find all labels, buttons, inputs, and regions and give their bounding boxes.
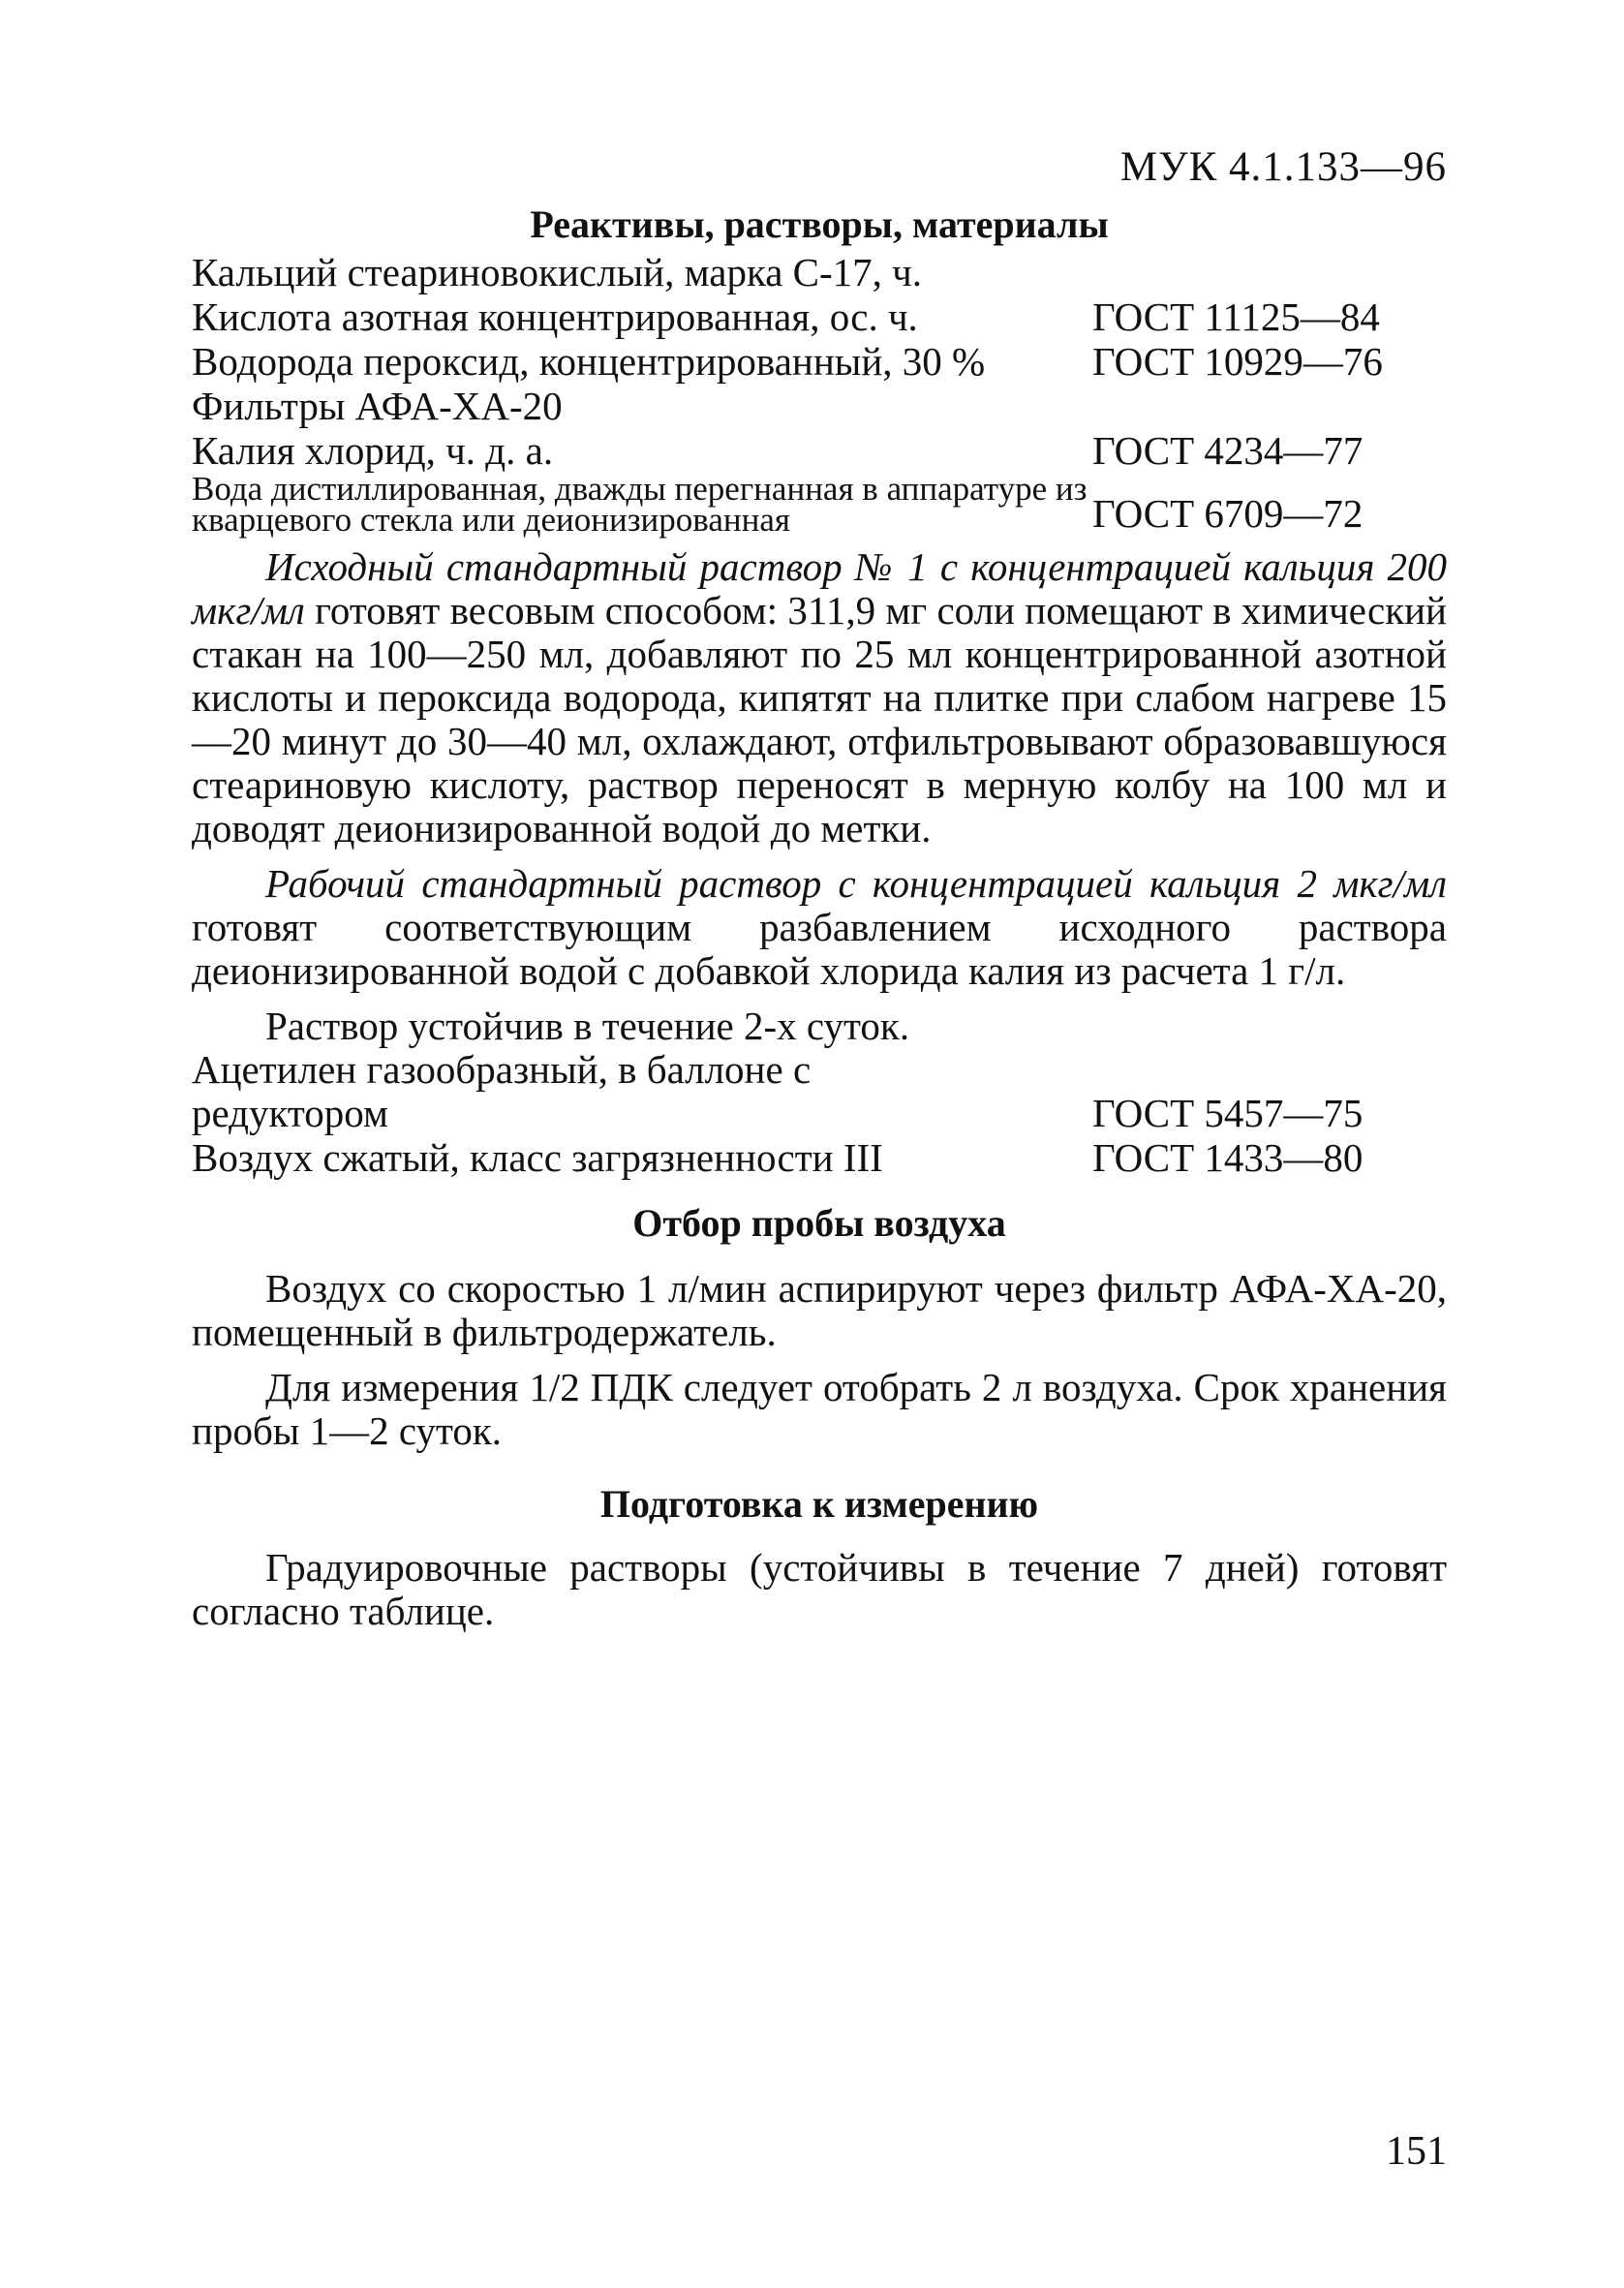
reagent-name: Кальций стеариновокислый, марка С-17, ч. bbox=[192, 250, 923, 294]
reagent-row bbox=[192, 340, 1447, 384]
sampling-paragraph: Воздух со скоростью 1 л/мин аспирируют через фильтр АФА-ХА-20, помещенный в фильтродержатель. bbox=[192, 1266, 1447, 1354]
reagent-standard: ГОСТ 11125—84 bbox=[1092, 294, 1380, 339]
stock-solution-paragraph bbox=[192, 545, 1447, 850]
preparation-paragraph: Градуировочные растворы (устойчивы в течение 7 дней) готовят согласно таблице. bbox=[192, 1545, 1447, 1633]
reagent-row bbox=[192, 429, 1447, 473]
reagent-row bbox=[192, 470, 1447, 539]
working-solution-title: Рабочий стандартный раствор с концентрацией кальция 2 мкг/мл bbox=[265, 861, 1447, 906]
reagent-standard: ГОСТ 5457—75 bbox=[1092, 1091, 1364, 1135]
reagent-row bbox=[192, 1048, 1447, 1135]
working-solution-paragraph bbox=[192, 862, 1447, 993]
reagent-name: Ацетилен газообразный, в баллоне с редуктором bbox=[192, 1047, 812, 1135]
stock-solution-text: готовят весовым способом: 311,9 мг соли помещают в химический стакан на 100—250 мл, добавляют по 25 мл концентрированной азотной кислоты и пероксида водорода, кипятят на плитке при слабом нагреве 15—20 минут до 30—40 мл, охлаждают, отфильтровывают образовавшуюся стеариновую кислоту, раствор переносят в мерную колбу на 100 мл и доводят деионизированной водой до метки. bbox=[192, 588, 1447, 850]
working-solution-text: готовят соответствующим разбавлением исходного раствора деионизированной водой с добавкой хлорида калия из расчета 1 г/л. bbox=[192, 905, 1447, 993]
document-page bbox=[192, 145, 1447, 1633]
reagent-name: Воздух сжатый, класс загрязненности III bbox=[192, 1135, 883, 1180]
stock-solution-title: Исходный стандартный раствор № 1 с концентрацией кальция 200 мкг/мл bbox=[192, 544, 1447, 633]
reagent-row bbox=[192, 1136, 1447, 1180]
section-title-sampling: Отбор пробы воздуха bbox=[632, 1201, 1006, 1245]
section-title-preparation: Подготовка к измерению bbox=[599, 1482, 1039, 1526]
reagent-row bbox=[192, 251, 1447, 294]
stability-note: Раствор устойчив в течение 2-х суток. bbox=[265, 1004, 910, 1048]
reagent-standard: ГОСТ 6709—72 bbox=[1092, 491, 1364, 536]
reagent-row bbox=[192, 385, 1447, 428]
reagent-standard: ГОСТ 10929—76 bbox=[1092, 339, 1383, 384]
reagent-row bbox=[192, 295, 1447, 339]
reagent-name: Фильтры АФА-ХА-20 bbox=[192, 384, 563, 428]
document-code: МУК 4.1.133—96 bbox=[1119, 144, 1447, 190]
reagent-name: Калия хлорид, ч. д. а. bbox=[192, 428, 554, 473]
reagent-name: Кислота азотная концентрированная, ос. ч. bbox=[192, 294, 918, 339]
reagent-name: Вода дистиллированная, дважды перегнанная в аппаратуре из кварцевого стекла или деионизированная bbox=[192, 470, 1088, 539]
reagent-standard: ГОСТ 1433—80 bbox=[1092, 1135, 1364, 1180]
reagent-standard: ГОСТ 4234—77 bbox=[1092, 428, 1364, 473]
section-title-reagents: Реактивы, растворы, материалы bbox=[530, 202, 1109, 246]
page-number: 151 bbox=[1386, 2129, 1447, 2174]
reagent-name: Водорода пероксид, концентрированный, 30 % bbox=[192, 339, 986, 384]
sampling-paragraph: Для измерения 1/2 ПДК следует отобрать 2 л воздуха. Срок хранения пробы 1—2 суток. bbox=[192, 1365, 1447, 1453]
